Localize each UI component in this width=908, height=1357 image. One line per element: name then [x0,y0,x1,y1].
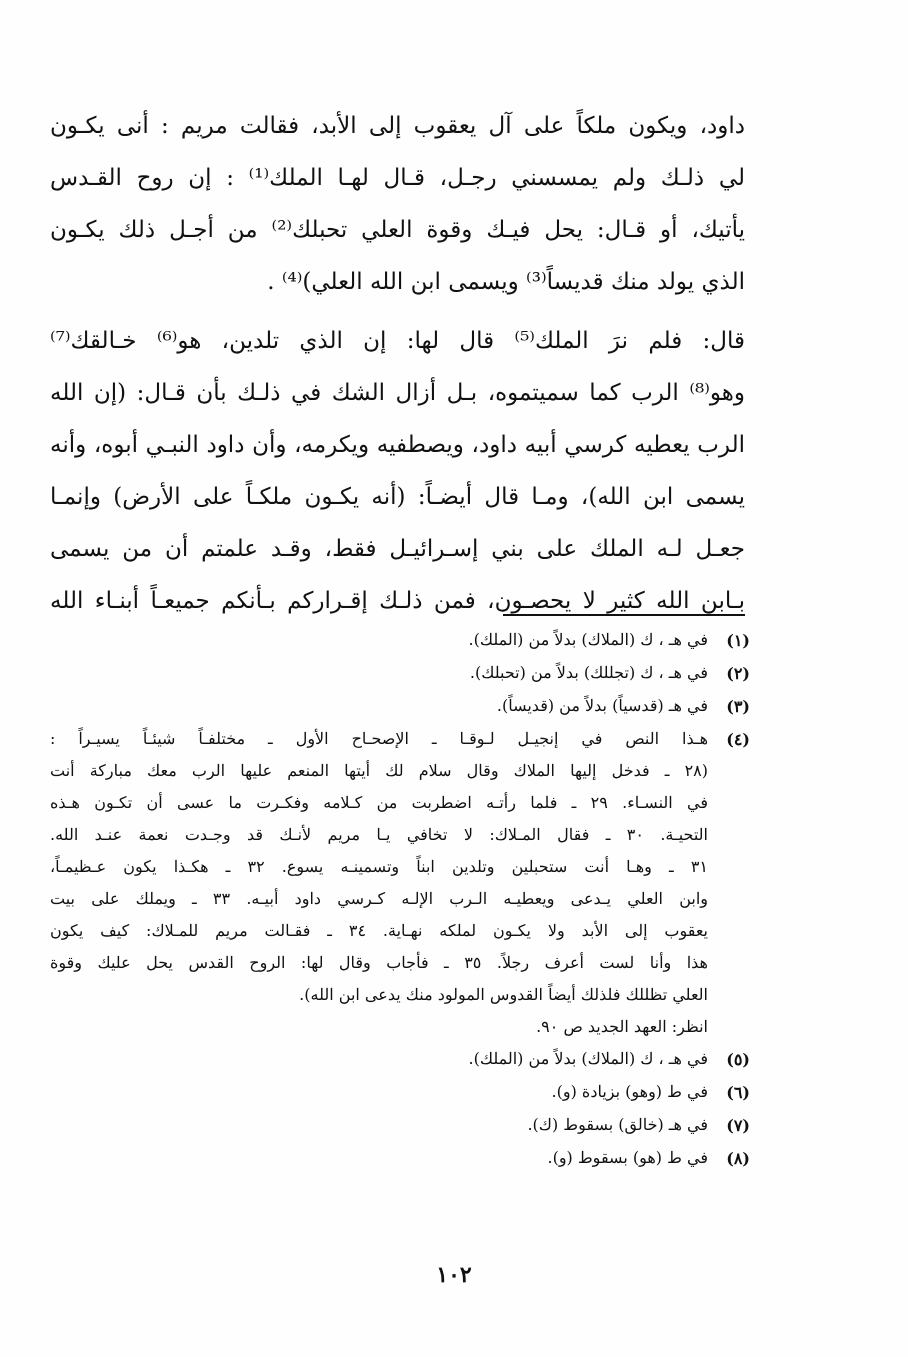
footnote-text: العلي تظللك فلذلك أيضاً القدوس المولود منك يدعى ابن الله). [299,985,708,1004]
body-line-8: يسمى ابن الله)، ومـا قال أيضـاً: (أنه يكـون ملكـاً على الأرض) وإنمـا [50,484,745,510]
body-line-1: داود، ويكون ملكاً على آل يعقوب إلى الأبد، فقالت مريم : أنى يكـون [50,113,745,139]
page-number: ١٠٢ [436,1262,472,1288]
footnote-text: في هـ (خالق) بسقوط (ك). [527,1115,708,1134]
footnote-text: في هـ ، ك (الملاك) بدلاً من (الملك). [468,1049,708,1068]
footnote-number: (٧) [726,1116,750,1135]
footnote-5 [50,1043,750,1076]
footnote-number: (٦) [726,1083,750,1102]
footnote-text: في هـ ، ك (الملاك) بدلاً من (الملك). [468,630,708,649]
body-line-5: قال: فلم نرَ الملك⁽⁵⁾ قال لها: إن الذي تلدين، هو⁽⁶⁾ خـالقك⁽⁷⁾ [50,328,745,354]
footnote-number: (١) [726,631,750,650]
main-text [50,100,745,627]
footnote-text: في ط (وهو) بزيادة (و). [551,1082,708,1101]
footnote-text: هذا وأنا لست أعرف رجلاً. ٣٥ ـ فأجاب وقال لها: الروح القدس يحل عليك وقوة [50,953,708,972]
footnote-number: (٢) [726,664,750,683]
footnote-text: التحيـة. ٣٠ ـ فقال المـلاك: لا تخافي يـا مريم لأنـك قد وجـدت نعمة عنـد الله. [50,825,708,844]
footnote-7 [50,1109,750,1142]
footnote-text: ٣١ ـ وهـا أنت ستحبلين وتلدين ابناً وتسمينـه يسوع. ٣٢ ـ هكـذا يكون عـظيمـاً، [50,857,708,876]
footnote-1 [50,624,750,657]
footnote-text: في هـ ، ك (تجللك) بدلاً من (تحبلك). [469,663,708,682]
footnote-2 [50,657,750,690]
body-line-7: الرب يعطيه كرسي أبيه داود، ويصطفيه ويكرمه، وأن داود النبـي أبوه، وأنه [50,432,745,458]
footnote-4 [50,723,750,1043]
footnote-reference: انظر: العهد الجديد ص ٩٠. [536,1017,708,1036]
footnote-text: يعقوب إلى الأبد ولا يكـون لملكه نهـاية. ٣٤ ـ فقـالت مريم للمـلاك: كيف يكون [50,921,708,940]
body-line-4: الذي يولد منك قديساً⁽³⁾ ويسمى ابن الله العلي)⁽⁴⁾ . [267,269,745,295]
footnote-text: هـذا النص في إنجيـل لـوقـا ـ الإصحـاح الأول ـ مختلفـاً شيئـاً يسيـراً : [50,729,708,748]
footnote-8 [50,1142,750,1175]
footnote-number: (٥) [726,1050,750,1069]
footnote-text: (٢٨ ـ فدخل إليها الملاك وقال سلام لك أيتها المنعم عليها الرب معك مباركة أنت [50,761,708,780]
body-line-10: بـابن الله كثير لا يحصـون، فمن ذلـك إقـراركم بـأنكم جميعـاً أبنـاء الله [50,588,745,614]
body-line-2: لي ذلـك ولم يمسسني رجـل، قـال لهـا الملك⁽¹⁾ : إن روح القـدس [50,165,745,191]
footnote-text: في هـ (قدسياً) بدلاً من (قديساً). [496,696,708,715]
footnote-number: (٨) [726,1149,750,1168]
footnotes [50,624,750,1175]
footnote-number: (٣) [726,697,750,716]
footnote-text: في ط (هو) بسقوط (و). [547,1148,708,1167]
body-line-9: جعـل لـه الملك على بني إسـرائيـل فقط، وقـد علمتم أن من يسمى [50,536,745,562]
footnote-6 [50,1076,750,1109]
body-line-3: يأتيك، أو قـال: يحل فيـك وقوة العلي تحبلك⁽²⁾ من أجـل ذلك يكـون [50,217,745,243]
footnote-3 [50,690,750,723]
body-line-6: وهو⁽⁸⁾ الرب كما سميتموه، بـل أزال الشك في ذلـك بأن قـال: (إن الله [50,380,745,406]
footnote-text: وابن العلي يـدعى ويعطيـه الـرب الإلـه كـرسي داود أبيـه. ٣٣ ـ ويملك على بيت [50,889,708,908]
footnote-text: في النسـاء. ٢٩ ـ فلما رأتـه اضطربت من كـلامه وفكـرت ما عسى أن تكـون هـذه [50,793,708,812]
footnote-separator [503,614,745,616]
footnote-number: (٤) [726,730,750,749]
